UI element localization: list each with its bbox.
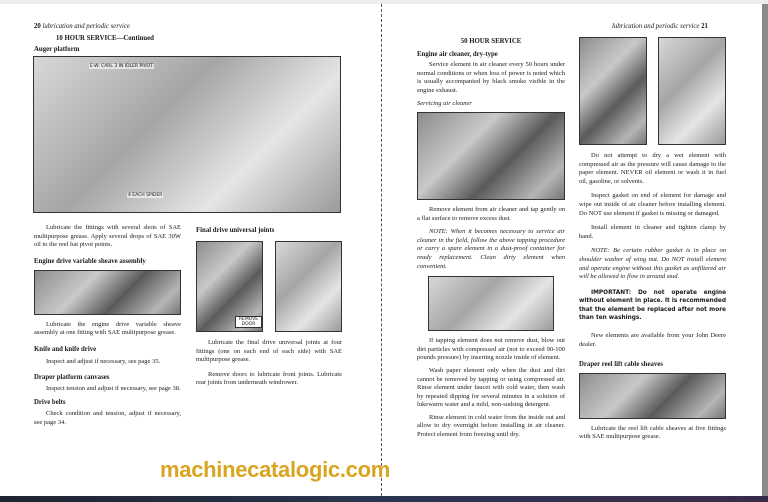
knife-heading: Knife and knife drive (34, 345, 97, 353)
bucket-wash-photo (579, 37, 647, 145)
tapping-text: If tapping element does not remove dust, blow out dirt particles with compressed air (not to exceed 90-100 pounds pressure) by inserting nozzle inside of element. (417, 337, 565, 362)
scrollbar[interactable] (762, 4, 768, 496)
belts-heading: Drive belts (34, 399, 66, 407)
air-cleaner-heading: Engine air cleaner, dry-type (417, 51, 498, 58)
section-title: 50 HOUR SERVICE (460, 38, 522, 45)
auger-heading: Auger platform (34, 46, 80, 53)
rinse-text: Rinse element in cold water from the inside out and allow to dry overnight before installing in air cleaner. Protect element from freezing until dry. (417, 413, 565, 439)
final-drive-photo-front (196, 241, 263, 332)
important-notice: IMPORTANT: Do not operate engine without element in place. It is recommended that the element be replaced after not more than ten washings. (579, 289, 726, 321)
draper-heading: Draper platform canvases (34, 373, 110, 381)
running-head-left: 20 lubrication and periodic service (34, 23, 130, 30)
final-drive-text-2: Remove doors to lubricate front joints. Lubricate rear joints from underneath windrower. (196, 370, 342, 387)
note-field-service: NOTE: When it becomes necessary to service air cleaner in the field, follow the above tapping procedure or carry a spare element in a dust-proof container for ready replacement. Clean dirty element when convenient. (417, 228, 565, 270)
wash-text: Wash paper element only when the dust and dirt cannot be removed by tapping or using compressed air. Rinse element under faucet with cold water, then wash by repeated dipping for several minutes in a solution of lukewarm water and a mild, non-sudsing detergent. (417, 366, 565, 409)
faucet-rinse-photo (658, 37, 726, 145)
sheave-heading: Engine drive variable sheave assembly (34, 257, 146, 265)
reel-lift-photo (579, 373, 726, 419)
right-page-right-column (579, 37, 726, 442)
section-title: 10 HOUR SERVICE—Continued (56, 35, 154, 42)
final-drive-text: Lubricate the final drive universal joints at four fittings (one on each end of each side) with SAE multipurpose grease. (196, 339, 342, 364)
remove-door-label: REMOVE DOOR (235, 316, 262, 328)
page-divider (381, 4, 382, 496)
auger-text: Lubricate the fittings with several shots of SAE multipurpose grease. Apply several drops of SAE 30W oil to the reel bat pivot points. (34, 224, 181, 249)
right-page-left-column (417, 37, 565, 440)
final-drive-photo-rear (275, 241, 342, 332)
callout: 4 EACH SPIDER (128, 193, 163, 198)
reel-lift-text: Lubricate the reel lift cable sheaves at five fittings with SAE multipurpose grease. (579, 424, 726, 441)
note-gasket: NOTE: Be certain rubber gasket is in place on shoulder washer of wing nut. Do NOT install element and operate engine without this gasket as unfiltered air will be allowed to flow in around stud. (579, 247, 726, 281)
draper-text: Inspect tension and adjust if necessary, see page 38. (46, 384, 181, 392)
taskbar (0, 496, 768, 502)
auger-platform-photo (33, 56, 341, 213)
install-text: Install element in cleaner and tighten clamp by hand. (579, 224, 726, 240)
left-page-left-column (34, 224, 181, 427)
air-cleaner-text: Service element in air cleaner every 50 hours under normal conditions or when loss of power is noted which is usually accompanied by black smoke visible in the engine exhaust. (417, 61, 565, 94)
dry-warning-text: Do not attempt to dry a wet element with compressed air as the pressure will cause damage to the paper element. NEVER oil element or wash it in fuel oil, gasoline, or solvents. (579, 152, 726, 185)
running-head-right: lubrication and periodic service 21 (612, 23, 708, 30)
left-page-right-column (196, 226, 342, 388)
new-elements-text: New elements are available from your John Deere dealer. (579, 332, 726, 348)
remove-text: Remove element from air cleaner and tap gently on a flat surface to remove excess dust. (417, 205, 565, 222)
reel-lift-heading: Draper reel lift cable sheaves (579, 360, 663, 368)
belts-text: Check condition and tension, adjust if necessary, see page 34. (34, 410, 181, 426)
sheave-photo (34, 270, 181, 315)
wash-photos (579, 37, 726, 145)
final-drive-photos (196, 241, 342, 332)
final-drive-heading: Final drive universal joints (196, 227, 275, 234)
servicing-caption: Servicing air cleaner (417, 100, 472, 108)
callout: E-W. CARL 3 IN IDLER PIVOT (90, 64, 153, 69)
sheave-text: Lubricate the engine drive variable sheave assembly at one fitting with SAE multipurpose grease. (34, 320, 181, 337)
compressed-air-photo (428, 276, 554, 331)
watermark: machinecatalogic.com (160, 457, 390, 482)
air-cleaner-photo (417, 112, 565, 200)
knife-text: Inspect and adjust if necessary, see page 35. (46, 357, 161, 365)
gasket-text: Inspect gasket on end of element for damage and wipe out inside of air cleaner before installing element. Do NOT use element if gasket is missing or damaged. (579, 192, 726, 217)
viewer-top-strip (0, 0, 768, 4)
